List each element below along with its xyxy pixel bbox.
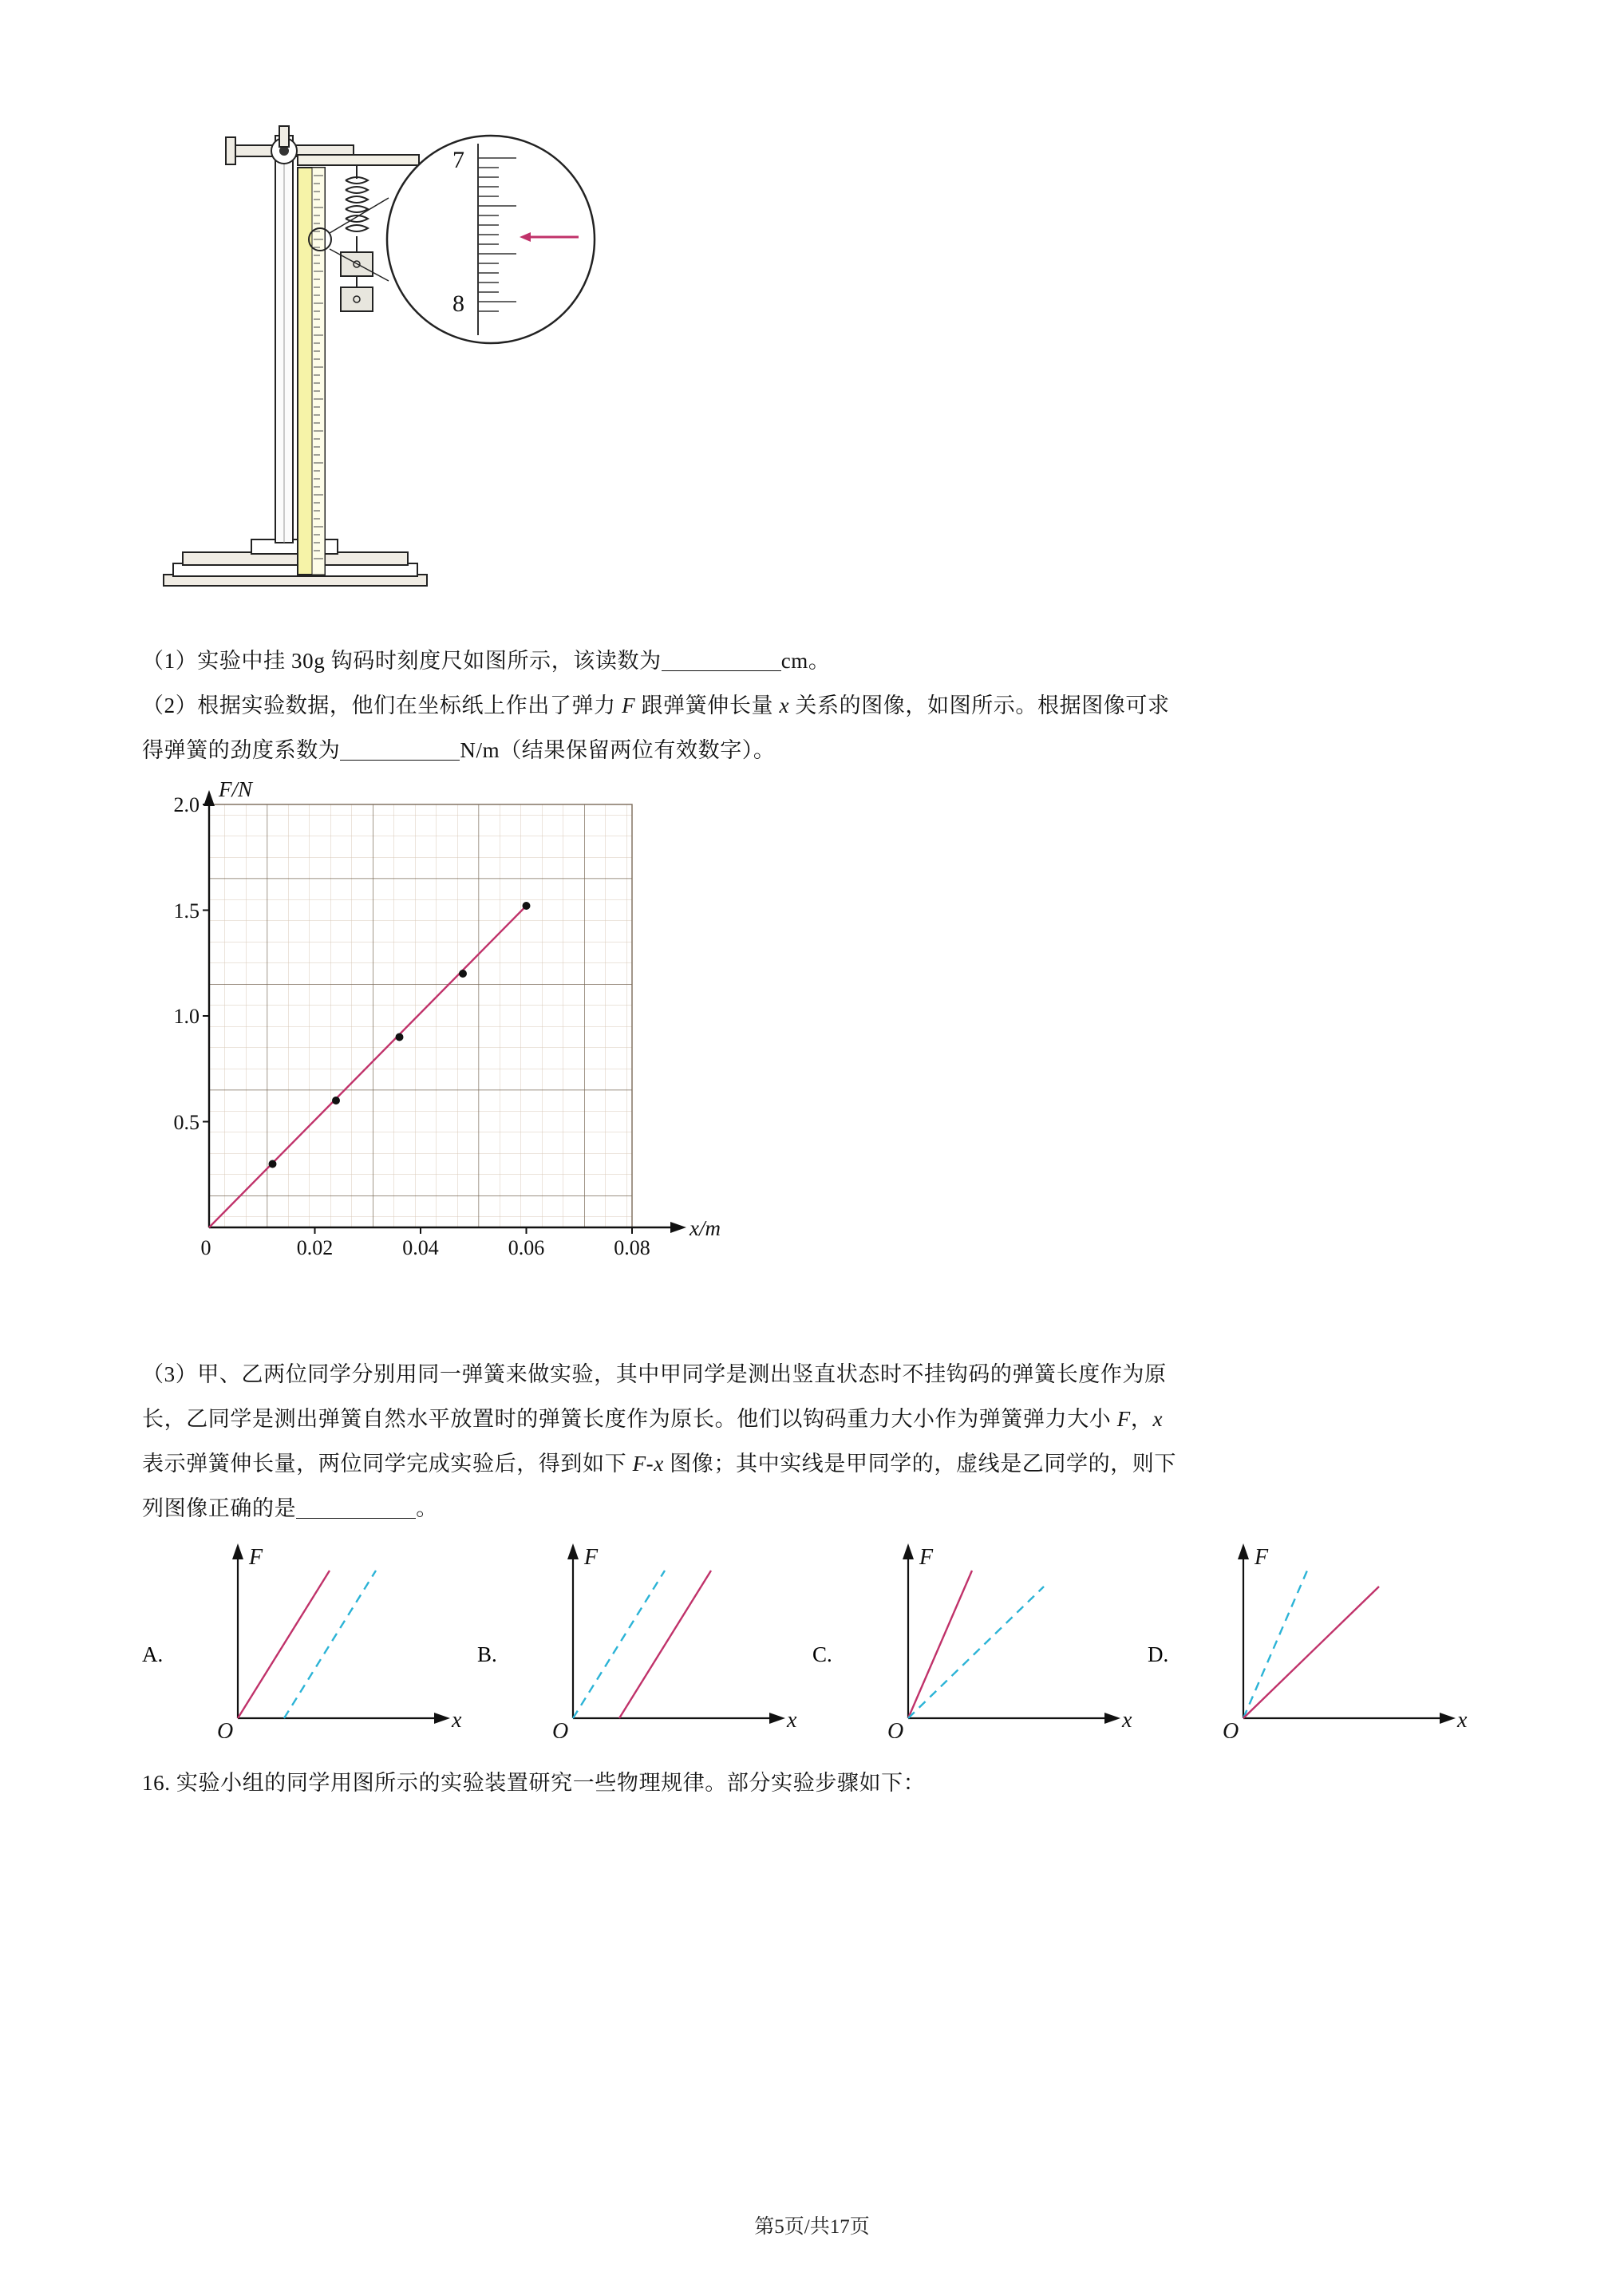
- q16-text: 16. 实验小组的同学用图所示的实验装置研究一些物理规律。部分实验步骤如下：: [142, 1771, 926, 1795]
- svg-text:x: x: [787, 1708, 797, 1733]
- document-body: [142, 0, 1491, 1805]
- q3-line2-a: 长，乙同学是测出弹簧自然水平放置时的弹簧长度作为原长。他们以钩码重力大小作为弹簧弹力大小: [142, 1407, 1117, 1431]
- option-figure-B: [517, 1539, 820, 1738]
- svg-text:x: x: [1457, 1708, 1468, 1733]
- figure-F-x-graph: [161, 773, 768, 1347]
- q2-text-d: 得弹簧的劲度系数为: [142, 738, 341, 762]
- q3-line2-b: ，: [1130, 1407, 1153, 1431]
- page-footer: 第5页/共17页: [754, 2216, 870, 2238]
- magnifier-label-7: 7: [452, 147, 464, 173]
- svg-text:0.02: 0.02: [296, 1236, 334, 1259]
- x-tick-labels: [201, 1236, 650, 1259]
- q3-symbol-F: F: [1116, 1407, 1131, 1431]
- svg-text:O: O: [1223, 1719, 1239, 1738]
- q2-text-b: 跟弹簧伸长量: [635, 694, 780, 717]
- option-label-A: A.: [142, 1642, 164, 1666]
- svg-text:0.08: 0.08: [614, 1236, 650, 1259]
- q1-suffix: cm。: [780, 649, 831, 673]
- q3-line1: （3）甲、乙两位同学分别用同一弹簧来做实验，其中甲同学是测出竖直状态时不挂钩码的弹簧长度作为原: [142, 1362, 1167, 1386]
- q3-line4-b: 。: [416, 1496, 438, 1520]
- option-figure-D: [1187, 1539, 1491, 1738]
- svg-text:F: F: [919, 1545, 934, 1570]
- q3-line3-a: 表示弹簧伸长量，两位同学完成实验后，得到如下: [142, 1452, 633, 1476]
- q2-text-c: 关系的图像，如图所示。根据图像可求: [789, 694, 1170, 717]
- q1-answer-blank[interactable]: [662, 646, 781, 671]
- question-16: [142, 1761, 1491, 1805]
- question-1: [142, 638, 1491, 683]
- option-label-C: C.: [812, 1642, 832, 1666]
- y-tick-labels: [174, 793, 200, 1134]
- svg-text:x: x: [452, 1708, 462, 1733]
- option-figure-A: [182, 1539, 485, 1738]
- svg-text:O: O: [217, 1719, 234, 1738]
- svg-text:0.5: 0.5: [173, 1111, 200, 1134]
- q2-symbol-x: x: [779, 694, 790, 717]
- x-axis-label: x/m: [690, 1216, 721, 1240]
- svg-text:1.5: 1.5: [173, 899, 200, 923]
- svg-text:F: F: [1255, 1545, 1269, 1570]
- q3-symbol-Fx: F-x: [632, 1452, 664, 1476]
- svg-text:1.0: 1.0: [173, 1005, 200, 1028]
- q3-symbol-x: x: [1152, 1407, 1164, 1431]
- svg-text:O: O: [887, 1719, 904, 1738]
- q2-text-a: （2）根据实验数据，他们在坐标纸上作出了弹力: [142, 694, 622, 717]
- question-2: [142, 683, 1491, 773]
- svg-text:F: F: [584, 1545, 599, 1570]
- svg-text:0.06: 0.06: [508, 1236, 545, 1259]
- magnifier-label-8: 8: [452, 290, 464, 317]
- question-3: [142, 1352, 1491, 1531]
- svg-text:2.0: 2.0: [173, 793, 200, 816]
- svg-text:O: O: [552, 1719, 569, 1738]
- option-label-B: B.: [477, 1642, 497, 1666]
- q2-text-e: N/m（结果保留两位有效数字）。: [460, 738, 776, 762]
- y-axis-label: F/N: [219, 777, 253, 801]
- svg-text:x: x: [1122, 1708, 1132, 1733]
- option-figures: [142, 1531, 1491, 1746]
- svg-text:0: 0: [200, 1236, 211, 1259]
- option-label-D: D.: [1148, 1642, 1169, 1666]
- q2-answer-blank[interactable]: [340, 736, 460, 761]
- q3-line3-b: 图像；其中实线是甲同学的，虚线是乙同学的，则下: [663, 1452, 1176, 1476]
- svg-text:0.04: 0.04: [402, 1236, 439, 1259]
- q3-line4-a: 列图像正确的是: [142, 1496, 297, 1520]
- q2-symbol-F: F: [622, 694, 636, 717]
- svg-text:F: F: [249, 1545, 263, 1570]
- q1-prefix: （1）实验中挂 30g 钩码时刻度尺如图所示，该读数为: [142, 649, 662, 673]
- option-figure-C: [852, 1539, 1156, 1738]
- q3-answer-blank[interactable]: [296, 1494, 416, 1519]
